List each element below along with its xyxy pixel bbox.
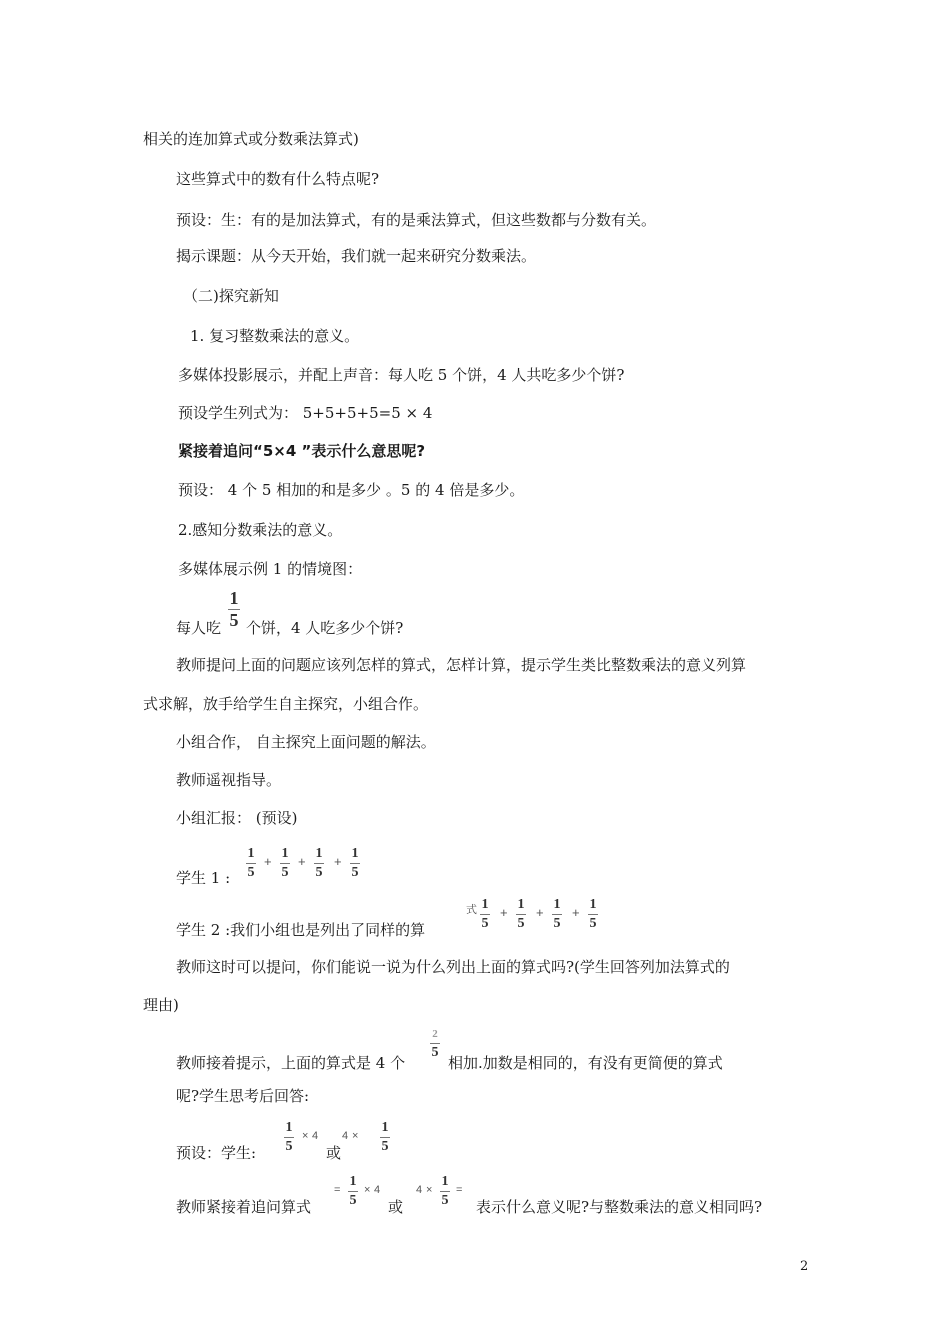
plus-sign: + bbox=[500, 905, 508, 920]
text-line: 每人吃 bbox=[176, 619, 222, 637]
text-line: 表示什么意义呢?与整数乘法的意义相同吗? bbox=[476, 1198, 763, 1216]
fraction-one-fifth: 1 5 bbox=[349, 1174, 357, 1208]
section-heading: （二)探究新知 bbox=[183, 287, 279, 305]
text-line: 多媒体展示例 1 的情境图： bbox=[178, 560, 363, 578]
text-line: 相加.加数是相同的，有没有更简便的算式 bbox=[448, 1054, 723, 1072]
text-line: 呢?学生思考后回答: bbox=[176, 1087, 310, 1105]
text-line: 相关的连加算式或分数乘法算式) bbox=[143, 130, 359, 148]
equals-sign: = bbox=[334, 1184, 341, 1196]
text-line: 预设：生：有的是加法算式，有的是乘法算式，但这些数都与分数有关。 bbox=[176, 211, 657, 229]
fraction-one-fifth: 1 5 bbox=[441, 1174, 449, 1208]
times-sign: × bbox=[364, 1184, 371, 1196]
fraction-one-fifth: 1 5 bbox=[517, 897, 525, 931]
text-line: 预设学生列式为： 5+5+5+5=5 × 4 bbox=[178, 404, 433, 422]
fraction-one-fifth: 1 5 bbox=[315, 846, 323, 880]
text-line: 揭示课题：从今天开始，我们就一起来研究分数乘法。 bbox=[176, 247, 537, 265]
text-line: 教师提问上面的问题应该列怎样的算式，怎样计算，提示学生类比整数乘法的意义列算 bbox=[176, 656, 747, 674]
fraction-one-fifth: 1 5 bbox=[351, 846, 359, 880]
text-line: 小组合作， 自主探究上面问题的解法。 bbox=[176, 733, 436, 751]
fraction-one-fifth: 1 5 bbox=[381, 1120, 389, 1154]
fraction-one-fifth: 1 5 bbox=[553, 897, 561, 931]
page-number: 2 bbox=[800, 1259, 809, 1274]
fraction-one-fifth: 1 5 bbox=[229, 588, 239, 630]
times-sign: × bbox=[302, 1130, 309, 1142]
text-line: 1. 复习整数乘法的意义。 bbox=[190, 327, 360, 345]
text-line: 学生 2 :我们小组也是列出了同样的算 bbox=[176, 921, 426, 939]
times-sign: × bbox=[352, 1130, 359, 1142]
fraction-one-fifth: 1 5 bbox=[589, 897, 597, 931]
text-line: 理由) bbox=[143, 996, 179, 1014]
text-line: 教师这时可以提问，你们能说一说为什么列出上面的算式吗?(学生回答列加法算式的 bbox=[176, 958, 730, 976]
text-line: 或 bbox=[388, 1198, 404, 1216]
text-line: 教师遥视指导。 bbox=[176, 771, 282, 789]
text-line: 个饼，4 人吃多少个饼? bbox=[246, 619, 404, 637]
plus-sign: + bbox=[298, 854, 306, 869]
formula-number: 4 bbox=[342, 1130, 349, 1142]
plus-sign: + bbox=[264, 854, 272, 869]
text-line: 教师接着提示，上面的算式是 4 个 bbox=[176, 1054, 406, 1072]
times-sign: × bbox=[426, 1184, 433, 1196]
fraction-two-fifths: 2 5 bbox=[431, 1028, 439, 1060]
text-line: 或 bbox=[326, 1144, 342, 1162]
text-line: 小组汇报： (预设) bbox=[176, 809, 298, 827]
plus-sign: + bbox=[536, 905, 544, 920]
bold-question: 紧接着追问“5×4 ”表示什么意思呢? bbox=[178, 442, 426, 460]
text-line: 学生 1 : bbox=[176, 869, 231, 887]
formula-number: 4 bbox=[416, 1184, 423, 1196]
fraction-one-fifth: 1 5 bbox=[247, 846, 255, 880]
formula-number: 4 bbox=[312, 1130, 319, 1142]
text-line: 这些算式中的数有什么特点呢? bbox=[176, 170, 380, 188]
text-line: 预设：学生: bbox=[176, 1144, 257, 1162]
text-line: 预设： 4 个 5 相加的和是多少 。5 的 4 倍是多少。 bbox=[178, 481, 525, 499]
fraction-one-fifth: 1 5 bbox=[281, 846, 289, 880]
plus-sign: + bbox=[572, 905, 580, 920]
fraction-one-fifth: 1 5 bbox=[481, 897, 489, 931]
equals-sign: = bbox=[456, 1184, 463, 1196]
formula-text: 式 bbox=[466, 904, 477, 916]
text-line: 多媒体投影展示，并配上声音：每人吃 5 个饼，4 人共吃多少个饼? bbox=[178, 366, 625, 384]
text-line: 式求解，放手给学生自主探究，小组合作。 bbox=[143, 695, 429, 713]
text-line: 2.感知分数乘法的意义。 bbox=[178, 521, 343, 539]
fraction-one-fifth: 1 5 bbox=[285, 1120, 293, 1154]
plus-sign: + bbox=[334, 854, 342, 869]
text-line: 教师紧接着追问算式 bbox=[176, 1198, 312, 1216]
formula-number: 4 bbox=[374, 1184, 381, 1196]
